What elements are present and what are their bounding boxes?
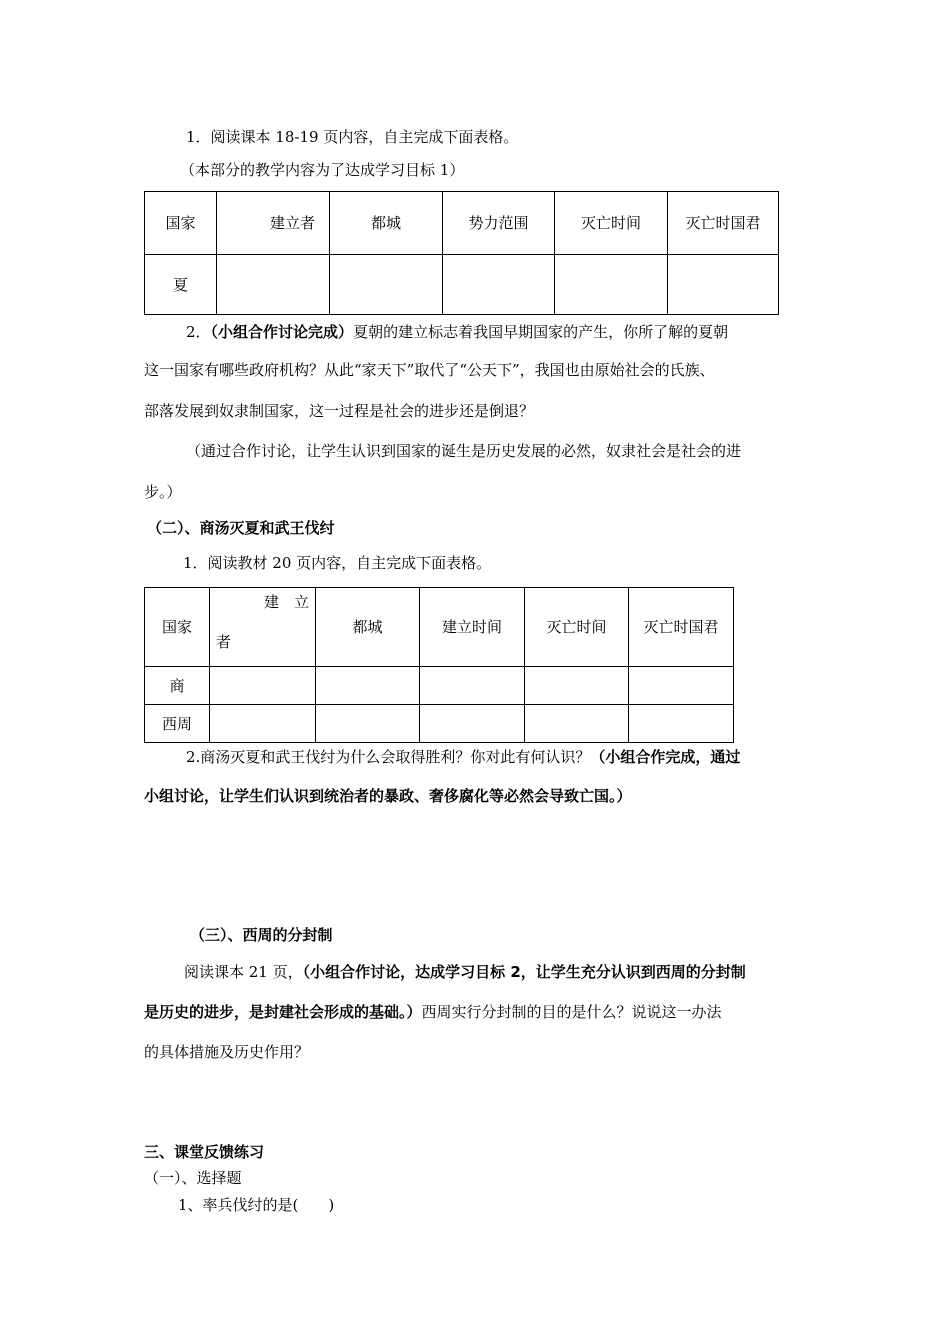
section-2-item1: 1．阅读教材 20 页内容，自主完成下面表格。 — [183, 554, 492, 572]
goal-note: （本部分的教学内容为了达成学习目标 1） — [180, 161, 465, 179]
header-cell: 灭亡时间 — [525, 588, 629, 667]
section-3-line2-text: 西周实行分封制的目的是什么？说说这一办法 — [421, 1003, 722, 1021]
table-cell — [316, 667, 420, 705]
builder-part2: 者 — [216, 633, 232, 651]
practice-subheading: （一）、选择题 — [144, 1169, 242, 1187]
table-cell: 夏 — [145, 255, 217, 315]
header-cell-builder — [210, 588, 316, 667]
header-cell: 国家 — [145, 588, 210, 667]
question-text: 2.商汤灭夏和武王伐纣为什么会取得胜利？你对此有何认识？ — [186, 748, 591, 766]
header-cell: 建立时间 — [420, 588, 525, 667]
xia-table — [144, 191, 779, 315]
question-2-bold: （小组合作讨论完成） — [210, 323, 354, 341]
table-cell — [210, 667, 316, 705]
header-cell: 灭亡时间 — [555, 192, 668, 255]
section-2-question2-line2: 小组讨论，让学生们认识到统治者的暴政、奢侈腐化等必然会导致亡国。） — [144, 787, 632, 805]
practice-heading: 三、课堂反馈练习 — [144, 1143, 265, 1161]
table-cell — [443, 255, 555, 315]
section-3-line3: 的具体措施及历史作用？ — [144, 1043, 310, 1061]
header-cell: 都城 — [316, 588, 420, 667]
section-3-line2 — [144, 1002, 722, 1022]
section-2-heading: （二）、商汤灭夏和武王伐纣 — [147, 519, 335, 537]
section-2-question2 — [186, 747, 740, 767]
header-cell: 势力范围 — [443, 192, 555, 255]
question-2 — [186, 322, 728, 342]
table-cell: 西周 — [145, 705, 210, 743]
table-cell — [629, 705, 734, 743]
question-2-text: 夏朝的建立标志着我国早期国家的产生，你所了解的夏朝 — [353, 323, 729, 341]
shang-zhou-table — [144, 587, 734, 743]
practice-question-1: 1、率兵伐纣的是( ) — [178, 1196, 335, 1214]
table-cell — [525, 705, 629, 743]
table-cell — [629, 667, 734, 705]
item1-text: 1．阅读课本 18-19 页内容，自主完成下面表格。 — [186, 128, 519, 146]
table-cell — [420, 705, 525, 743]
section-3-heading: （三）、西周的分封制 — [190, 926, 333, 944]
table-cell — [210, 705, 316, 743]
table-cell — [420, 667, 525, 705]
header-cell: 都城 — [330, 192, 443, 255]
question-2-number: 2． — [186, 323, 211, 341]
question-2-line3: 部落发展到奴隶制国家，这一过程是社会的进步还是倒退？ — [144, 402, 535, 420]
table-cell — [316, 705, 420, 743]
section-3-line2-bold: 是历史的进步，是封建社会形成的基础。） — [144, 1003, 422, 1021]
builder-part1: 建 立 — [263, 593, 309, 611]
header-cell: 灭亡时国君 — [668, 192, 779, 255]
table-cell — [217, 255, 330, 315]
section-3-line1-text: 阅读课本 21 页， — [184, 963, 303, 981]
table-cell — [555, 255, 668, 315]
section-3-line1-bold: （小组合作讨论，达成学习目标 2，让学生充分认识到西周的分封制 — [302, 963, 746, 981]
note-2-line1: （通过合作讨论，让学生认识到国家的诞生是历史发展的必然，奴隶社会是社会的进 — [186, 442, 742, 460]
question-bold: （小组合作完成，通过 — [590, 748, 741, 766]
header-cell: 国家 — [145, 192, 217, 255]
header-cell: 建立者 — [217, 192, 330, 255]
table-cell — [525, 667, 629, 705]
table-cell: 商 — [145, 667, 210, 705]
note-2-line2: 步。） — [144, 483, 182, 501]
section-3-line1 — [184, 962, 746, 982]
question-2-line2: 这一国家有哪些政府机构？从此“家天下”取代了“公天下”，我国也由原始社会的氏族、 — [144, 361, 715, 379]
table-cell — [330, 255, 443, 315]
table-cell — [668, 255, 779, 315]
header-cell: 灭亡时国君 — [629, 588, 734, 667]
